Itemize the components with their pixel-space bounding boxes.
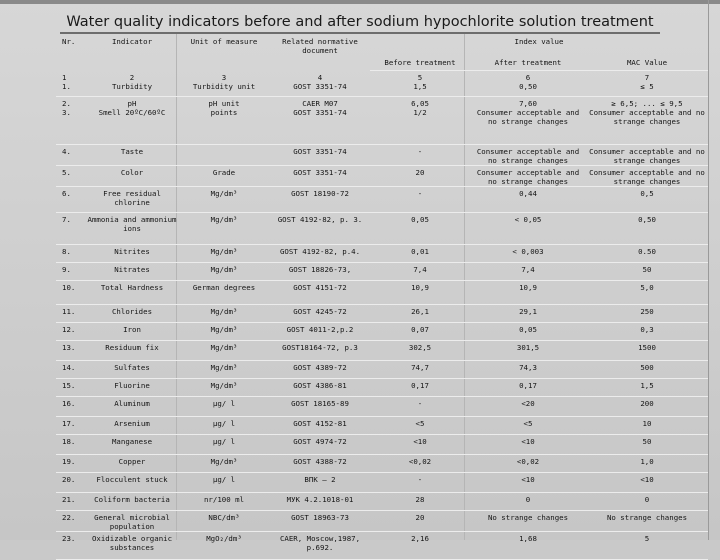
top-bar <box>0 0 720 4</box>
normative-document: GOST 18963-73 <box>270 511 370 532</box>
value-before-treatment: 74,7 <box>370 361 470 379</box>
indicator-name: Arsenium <box>86 417 178 435</box>
mac-value: 0,50 <box>586 213 708 245</box>
indicator-name: Flocculent stuck <box>86 473 178 493</box>
table-row <box>56 166 708 187</box>
mac-value: <10 <box>586 473 708 493</box>
table-row <box>56 305 708 323</box>
unit-of-measure: µg/ l <box>178 435 270 455</box>
table-row <box>56 435 708 455</box>
normative-document: GOST 4388-72 <box>270 455 370 473</box>
normative-document: GOST 18826-73, <box>270 263 370 281</box>
row-number: 2. 3. <box>56 97 86 145</box>
mac-value: 10 <box>586 417 708 435</box>
value-after-treatment: <10 <box>470 473 586 493</box>
unit-of-measure: Mg/dm³ <box>178 323 270 341</box>
indicator-name: General microbial population <box>86 511 178 532</box>
normative-document: GOST18164-72, p.3 <box>270 341 370 361</box>
header-unit: Unit of measure <box>190 37 258 46</box>
indicator-name: Ammonia and ammonium ions <box>86 213 178 245</box>
unit-of-measure: Mg/dm³ <box>178 341 270 361</box>
unit-of-measure: Mg/dm³ <box>178 361 270 379</box>
mac-value: 0,5 <box>586 187 708 213</box>
table-row <box>56 187 708 213</box>
value-after-treatment: 0,17 <box>470 379 586 397</box>
mac-value: 0,3 <box>586 323 708 341</box>
table-row <box>56 245 708 263</box>
table-row <box>56 417 708 435</box>
mac-value: 200 <box>586 397 708 417</box>
mac-value: 5,0 <box>586 281 708 305</box>
row-number: 18. <box>56 435 86 455</box>
unit-of-measure: Grade <box>178 166 270 187</box>
row-number: 6. <box>56 187 86 213</box>
mac-value: 1,0 <box>586 455 708 473</box>
table-row <box>56 511 708 532</box>
value-after-treatment: 0,44 <box>470 187 586 213</box>
indicator-name: Sulfates <box>86 361 178 379</box>
indicator-name: Copper <box>86 455 178 473</box>
value-before-treatment: - <box>370 145 470 166</box>
normative-document: GOST 18190-72 <box>270 187 370 213</box>
indicator-name: Fluorine <box>86 379 178 397</box>
unit-of-measure: pH unit points <box>178 97 270 145</box>
row-number: 15. <box>56 379 86 397</box>
mac-value: 5 <box>586 532 708 560</box>
header-before-treatment: Before treatment <box>370 56 470 71</box>
normative-document: CAER M07 GOST 3351-74 <box>270 97 370 145</box>
indicator-name: Nitrates <box>86 263 178 281</box>
mac-value: Consumer acceptable and no strange changes <box>586 145 708 166</box>
unit-of-measure: µg/ l <box>178 417 270 435</box>
value-after-treatment: <10 <box>470 435 586 455</box>
table-row <box>56 397 708 417</box>
indicator-name: 2 Turbidity <box>86 71 178 97</box>
normative-document: GOST 4192-82, p. 3. <box>270 213 370 245</box>
value-after-treatment: 7,60 Consumer acceptable and no strange changes <box>470 97 586 145</box>
header-no: Nr. <box>62 37 76 46</box>
table-row <box>56 213 708 245</box>
table-row <box>56 145 708 166</box>
row-number: 20. <box>56 473 86 493</box>
indicator-name: Manganese <box>86 435 178 455</box>
value-after-treatment: 7,4 <box>470 263 586 281</box>
mac-value: 0 <box>586 493 708 511</box>
unit-of-measure: Mg/dm³ <box>178 379 270 397</box>
indicator-name: Iron <box>86 323 178 341</box>
value-before-treatment: 10,9 <box>370 281 470 305</box>
header-normative-document: Related normative document <box>282 37 358 55</box>
indicator-name: Coliform bacteria <box>86 493 178 511</box>
normative-document: GOST 4386-81 <box>270 379 370 397</box>
normative-document: ВПК – 2 <box>270 473 370 493</box>
row-number: 11. <box>56 305 86 323</box>
value-after-treatment: <5 <box>470 417 586 435</box>
mac-value: 7 ≤ 5 <box>586 71 708 97</box>
value-before-treatment: 302,5 <box>370 341 470 361</box>
value-after-treatment: 0 <box>470 493 586 511</box>
row-number: 19. <box>56 455 86 473</box>
table-row <box>56 71 708 97</box>
unit-of-measure: µg/ l <box>178 397 270 417</box>
value-before-treatment: 0,05 <box>370 213 470 245</box>
value-after-treatment: 74,3 <box>470 361 586 379</box>
value-after-treatment: 6 0,50 <box>470 71 586 97</box>
row-number: 14. <box>56 361 86 379</box>
row-number: 23. <box>56 532 86 560</box>
table-row <box>56 263 708 281</box>
unit-of-measure: MgO₂/dm³ <box>178 532 270 560</box>
value-before-treatment: <5 <box>370 417 470 435</box>
row-number: 8. <box>56 245 86 263</box>
value-before-treatment: 0,01 <box>370 245 470 263</box>
value-after-treatment: No strange changes <box>470 511 586 532</box>
normative-document: GOST 18165-89 <box>270 397 370 417</box>
mac-value: 50 <box>586 263 708 281</box>
table-row <box>56 532 708 560</box>
value-after-treatment: Consumer acceptable and no strange changes <box>470 166 586 187</box>
unit-of-measure: Mg/dm³ <box>178 213 270 245</box>
table-row <box>56 97 708 145</box>
normative-document: 4 GOST 3351-74 <box>270 71 370 97</box>
indicator-name: Color <box>86 166 178 187</box>
value-after-treatment: <0,02 <box>470 455 586 473</box>
value-before-treatment: <10 <box>370 435 470 455</box>
value-before-treatment: - <box>370 397 470 417</box>
mac-value: Consumer acceptable and no strange changes <box>586 166 708 187</box>
indicator-name: Residuum fix <box>86 341 178 361</box>
value-after-treatment: 29,1 <box>470 305 586 323</box>
unit-of-measure: nr/100 ml <box>178 493 270 511</box>
unit-of-measure: Mg/dm³ <box>178 245 270 263</box>
unit-of-measure: NBC/dm³ <box>178 511 270 532</box>
row-number: 1 1. <box>56 71 86 97</box>
row-number: 12. <box>56 323 86 341</box>
row-number: 4. <box>56 145 86 166</box>
normative-document: CAER, Moscow,1987, p.692. <box>270 532 370 560</box>
unit-of-measure: Mg/dm³ <box>178 305 270 323</box>
normative-document: GOST 4245-72 <box>270 305 370 323</box>
row-number: 21. <box>56 493 86 511</box>
value-before-treatment: <0,02 <box>370 455 470 473</box>
unit-of-measure: Mg/dm³ <box>178 263 270 281</box>
mac-value: 250 <box>586 305 708 323</box>
normative-document: GOST 4192-82, p.4. <box>270 245 370 263</box>
row-number: 13. <box>56 341 86 361</box>
row-number: 10. <box>56 281 86 305</box>
header-indicator: Indicator <box>111 37 153 46</box>
normative-document: GOST 4011-2,p.2 <box>270 323 370 341</box>
table-row <box>56 455 708 473</box>
header-index-value: Index value <box>514 37 564 46</box>
mac-value: ≥ 6,5; ... ≤ 9,5 Consumer acceptable and no strange changes <box>586 97 708 145</box>
row-number: 16. <box>56 397 86 417</box>
header-mac-value: MAC Value <box>586 56 708 71</box>
mac-value: 1500 <box>586 341 708 361</box>
row-number: 7. <box>56 213 86 245</box>
unit-of-measure: Mg/dm³ <box>178 455 270 473</box>
table-row <box>56 281 708 305</box>
normative-document: GOST 3351-74 <box>270 166 370 187</box>
value-before-treatment: - <box>370 187 470 213</box>
table-row <box>56 341 708 361</box>
table-row <box>56 323 708 341</box>
value-before-treatment: 0,17 <box>370 379 470 397</box>
row-number: 9. <box>56 263 86 281</box>
normative-document: GOST 3351-74 <box>270 145 370 166</box>
normative-document: GOST 4151-72 <box>270 281 370 305</box>
mac-value: 500 <box>586 361 708 379</box>
value-after-treatment: <20 <box>470 397 586 417</box>
indicator-name: pH Smell 20ºC/60ºC <box>86 97 178 145</box>
unit-of-measure: µg/ l <box>178 473 270 493</box>
value-after-treatment: 1,68 <box>470 532 586 560</box>
header-row <box>56 34 708 56</box>
mac-value: 1,5 <box>586 379 708 397</box>
table-row <box>56 493 708 511</box>
value-before-treatment: 5 1,5 <box>370 71 470 97</box>
unit-of-measure <box>178 145 270 166</box>
unit-of-measure: 3 Turbidity unit <box>178 71 270 97</box>
normative-document: GOST 4389-72 <box>270 361 370 379</box>
header-after-treatment: After treatment <box>470 56 586 71</box>
indicator-name: Chlorides <box>86 305 178 323</box>
value-after-treatment: 301,5 <box>470 341 586 361</box>
right-border-line <box>708 0 709 540</box>
normative-document: МУК 4.2.1018-01 <box>270 493 370 511</box>
unit-of-measure: Mg/dm³ <box>178 187 270 213</box>
value-after-treatment: 0,05 <box>470 323 586 341</box>
value-before-treatment: 20 <box>370 166 470 187</box>
row-number: 5. <box>56 166 86 187</box>
unit-of-measure: German degrees <box>178 281 270 305</box>
indicator-name: Taste <box>86 145 178 166</box>
value-before-treatment: 26,1 <box>370 305 470 323</box>
indicator-name: Nitrites <box>86 245 178 263</box>
value-after-treatment: < 0,003 <box>470 245 586 263</box>
value-before-treatment: - <box>370 473 470 493</box>
normative-document: GOST 4152-81 <box>270 417 370 435</box>
value-before-treatment: 2,16 <box>370 532 470 560</box>
value-before-treatment: 28 <box>370 493 470 511</box>
value-after-treatment: 10,9 <box>470 281 586 305</box>
table-row <box>56 473 708 493</box>
mac-value: 0.50 <box>586 245 708 263</box>
table-row <box>56 361 708 379</box>
normative-document: GOST 4974-72 <box>270 435 370 455</box>
mac-value: 50 <box>586 435 708 455</box>
value-after-treatment: < 0,05 <box>470 213 586 245</box>
water-quality-table <box>56 34 708 560</box>
value-before-treatment: 0,07 <box>370 323 470 341</box>
indicator-name: Oxidizable organic substances <box>86 532 178 560</box>
row-number: 22. <box>56 511 86 532</box>
indicator-name: Aluminum <box>86 397 178 417</box>
value-after-treatment: Consumer acceptable and no strange changes <box>470 145 586 166</box>
indicator-name: Free residual chlorine <box>86 187 178 213</box>
indicator-name: Total Hardness <box>86 281 178 305</box>
value-before-treatment: 20 <box>370 511 470 532</box>
page-title: Water quality indicators before and after sodium hypochlorite solution treatment <box>66 14 654 30</box>
table-row <box>56 379 708 397</box>
value-before-treatment: 7,4 <box>370 263 470 281</box>
row-number: 17. <box>56 417 86 435</box>
value-before-treatment: 6,05 1/2 <box>370 97 470 145</box>
mac-value: No strange changes <box>586 511 708 532</box>
